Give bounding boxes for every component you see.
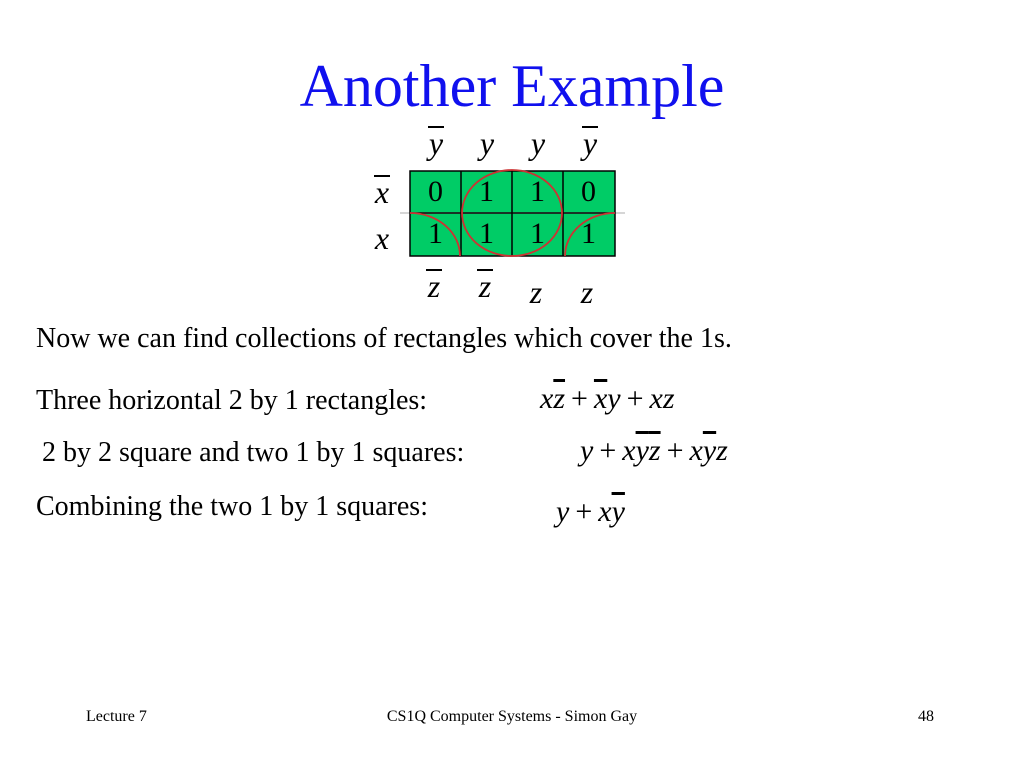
expression-three-rectangles [540,381,675,417]
kmap-cell: 1 [428,217,443,250]
combining-label: Combining the two 1 by 1 squares: [36,491,428,522]
slide-title: Another Example [299,53,725,119]
bottom-label-z-1: z [529,274,543,310]
expr2-term1-y: y [580,434,594,467]
square-label: 2 by 2 square and two 1 by 1 squares: [42,437,465,468]
expr1-plus: + [571,382,588,415]
kmap-cell: 1 [530,175,545,208]
expr3-term2-y-bar: $\overline{y}$ [611,495,625,528]
footer-lecture: Lecture 7 [86,708,147,725]
expr3-plus: + [575,495,593,528]
expr2-term3-x: x [689,434,703,467]
expr2-term2-x: x [622,434,636,467]
kmap-cell: 1 [530,217,545,250]
expr1-term1-x: x [540,382,554,415]
expr1-term2-y: y [607,382,621,415]
expr1-term2-x-bar: $\overline{x}$ [593,382,608,415]
column-label-y-2: y [530,125,546,161]
bottom-label-z-2: z [580,274,594,310]
bottom-label-z-bar-1: z [414,268,454,304]
expression-combined [556,494,625,530]
footer-course: CS1Q Computer Systems - Simon Gay [386,708,638,725]
expr2-plus: + [666,434,684,467]
kmap-cell: 1 [479,175,494,208]
expr1-term1-z-bar: $\overline{z}$ [553,382,566,415]
row-label-x-bar: x [362,174,402,210]
expr2-term3-y-bar: $\overline{y}$ [702,434,717,467]
intro-text: Now we can find collections of rectangles which cover the 1s. [36,323,732,354]
kmap-cell: 1 [479,217,494,250]
footer-page-number: 48 [918,708,934,725]
expr2-term2-z-bar: $\overline{z}$ [648,434,661,467]
expr2-term3-z: z [716,434,728,467]
expr1-term3: xz [649,382,675,415]
column-label-y-bar-2: y [570,125,610,161]
column-label-y-1: y [479,125,495,161]
expr3-term2-x: x [598,495,612,528]
kmap-cell: 0 [428,175,443,208]
three-horizontal-label: Three horizontal 2 by 1 rectangles: [36,385,428,416]
expr1-plus: + [626,382,644,415]
column-label-y-bar-1: y [416,125,456,161]
kmap-cell: 0 [581,175,596,208]
bottom-label-z-bar-2: z [465,268,505,304]
expr2-plus: + [599,434,617,467]
row-label-x: x [374,220,390,256]
expr3-term1-y: y [556,495,570,528]
kmap-cell: 1 [581,217,596,250]
expr2-term2-y-bar: $\overline{y}$ [635,434,649,467]
expression-square [580,433,728,469]
